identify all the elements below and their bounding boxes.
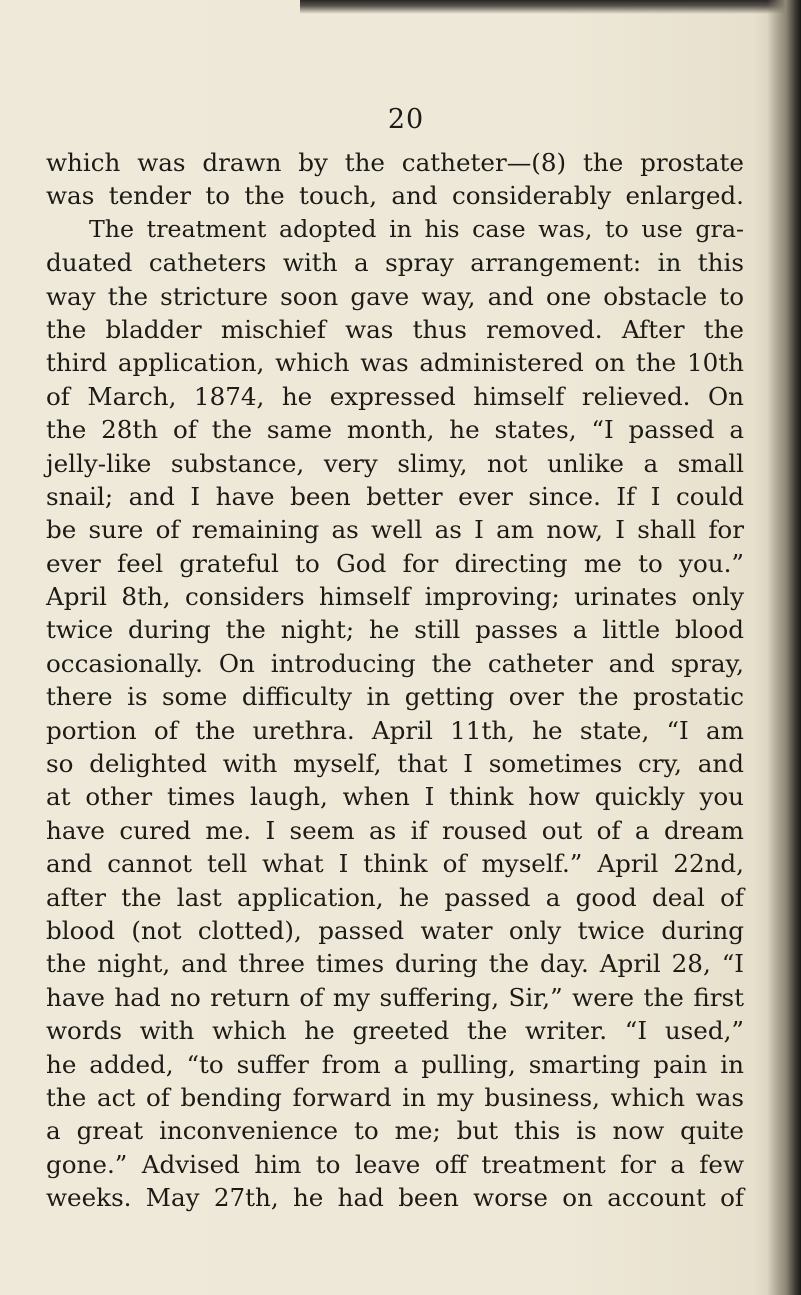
text-line: jelly-like substance, very slimy, not unlike a small — [46, 448, 744, 478]
text-line: at other times laugh, when I think how quickly you — [46, 782, 744, 812]
page-binding-shadow — [767, 0, 801, 1295]
body-text — [46, 146, 744, 1215]
text-line: the night, and three times during the day. April 28, “I — [46, 949, 744, 979]
text-line: have had no return of my suffering, Sir,” were the first — [46, 982, 744, 1012]
page-top-shadow — [300, 0, 801, 14]
text-line: so delighted with myself, that I sometimes cry, and — [46, 749, 744, 779]
text-line: weeks. May 27th, he had been worse on account of — [46, 1183, 744, 1213]
text-line: snail; and I have been better ever since. If I could — [46, 481, 744, 511]
text-line: there is some difficulty in getting over the prostatic — [46, 682, 744, 712]
text-line: words with which he greeted the writer. “I used,” — [46, 1016, 744, 1046]
text-line: the bladder mischief was thus removed. After the — [46, 314, 744, 344]
text-line: which was drawn by the catheter—(8) the prostate — [46, 148, 744, 177]
text-line: portion of the urethra. April 11th, he state, “I am — [46, 715, 744, 745]
text-line: be sure of remaining as well as I am now, I shall for — [46, 515, 744, 545]
text-line: the act of bending forward in my business, which was — [46, 1082, 744, 1112]
text-line: third application, which was administered on the 10th — [46, 348, 744, 378]
text-line: twice during the night; he still passes a little blood — [46, 615, 744, 645]
text-line: The treatment adopted in his case was, to use gra- — [89, 214, 744, 243]
text-line: was tender to the touch, and considerably enlarged. — [46, 181, 744, 211]
text-line: April 8th, considers himself improving; urinates only — [46, 582, 744, 612]
text-line: of March, 1874, he expressed himself relieved. On — [46, 381, 744, 411]
text-line: he added, “to suffer from a pulling, smarting pain in — [46, 1049, 744, 1079]
text-line: have cured me. I seem as if roused out of a dream — [46, 815, 744, 845]
text-line: way the stricture soon gave way, and one obstacle to — [46, 281, 744, 311]
text-line: duated catheters with a spray arrangement: in this — [46, 248, 744, 278]
text-line: after the last application, he passed a good deal of — [46, 882, 744, 912]
text-line: gone.” Advised him to leave off treatment for a few — [46, 1149, 744, 1179]
text-line: and cannot tell what I think of myself.” April 22nd, — [46, 849, 744, 879]
text-line: the 28th of the same month, he states, “I passed a — [46, 415, 744, 445]
page-number: 20 — [387, 104, 425, 135]
text-line: a great inconvenience to me; but this is now quite — [46, 1116, 744, 1146]
text-line: ever feel grateful to God for directing me to you.” — [46, 548, 744, 578]
text-line: occasionally. On introducing the catheter and spray, — [46, 648, 744, 678]
text-line: blood (not clotted), passed water only twice during — [46, 915, 744, 945]
